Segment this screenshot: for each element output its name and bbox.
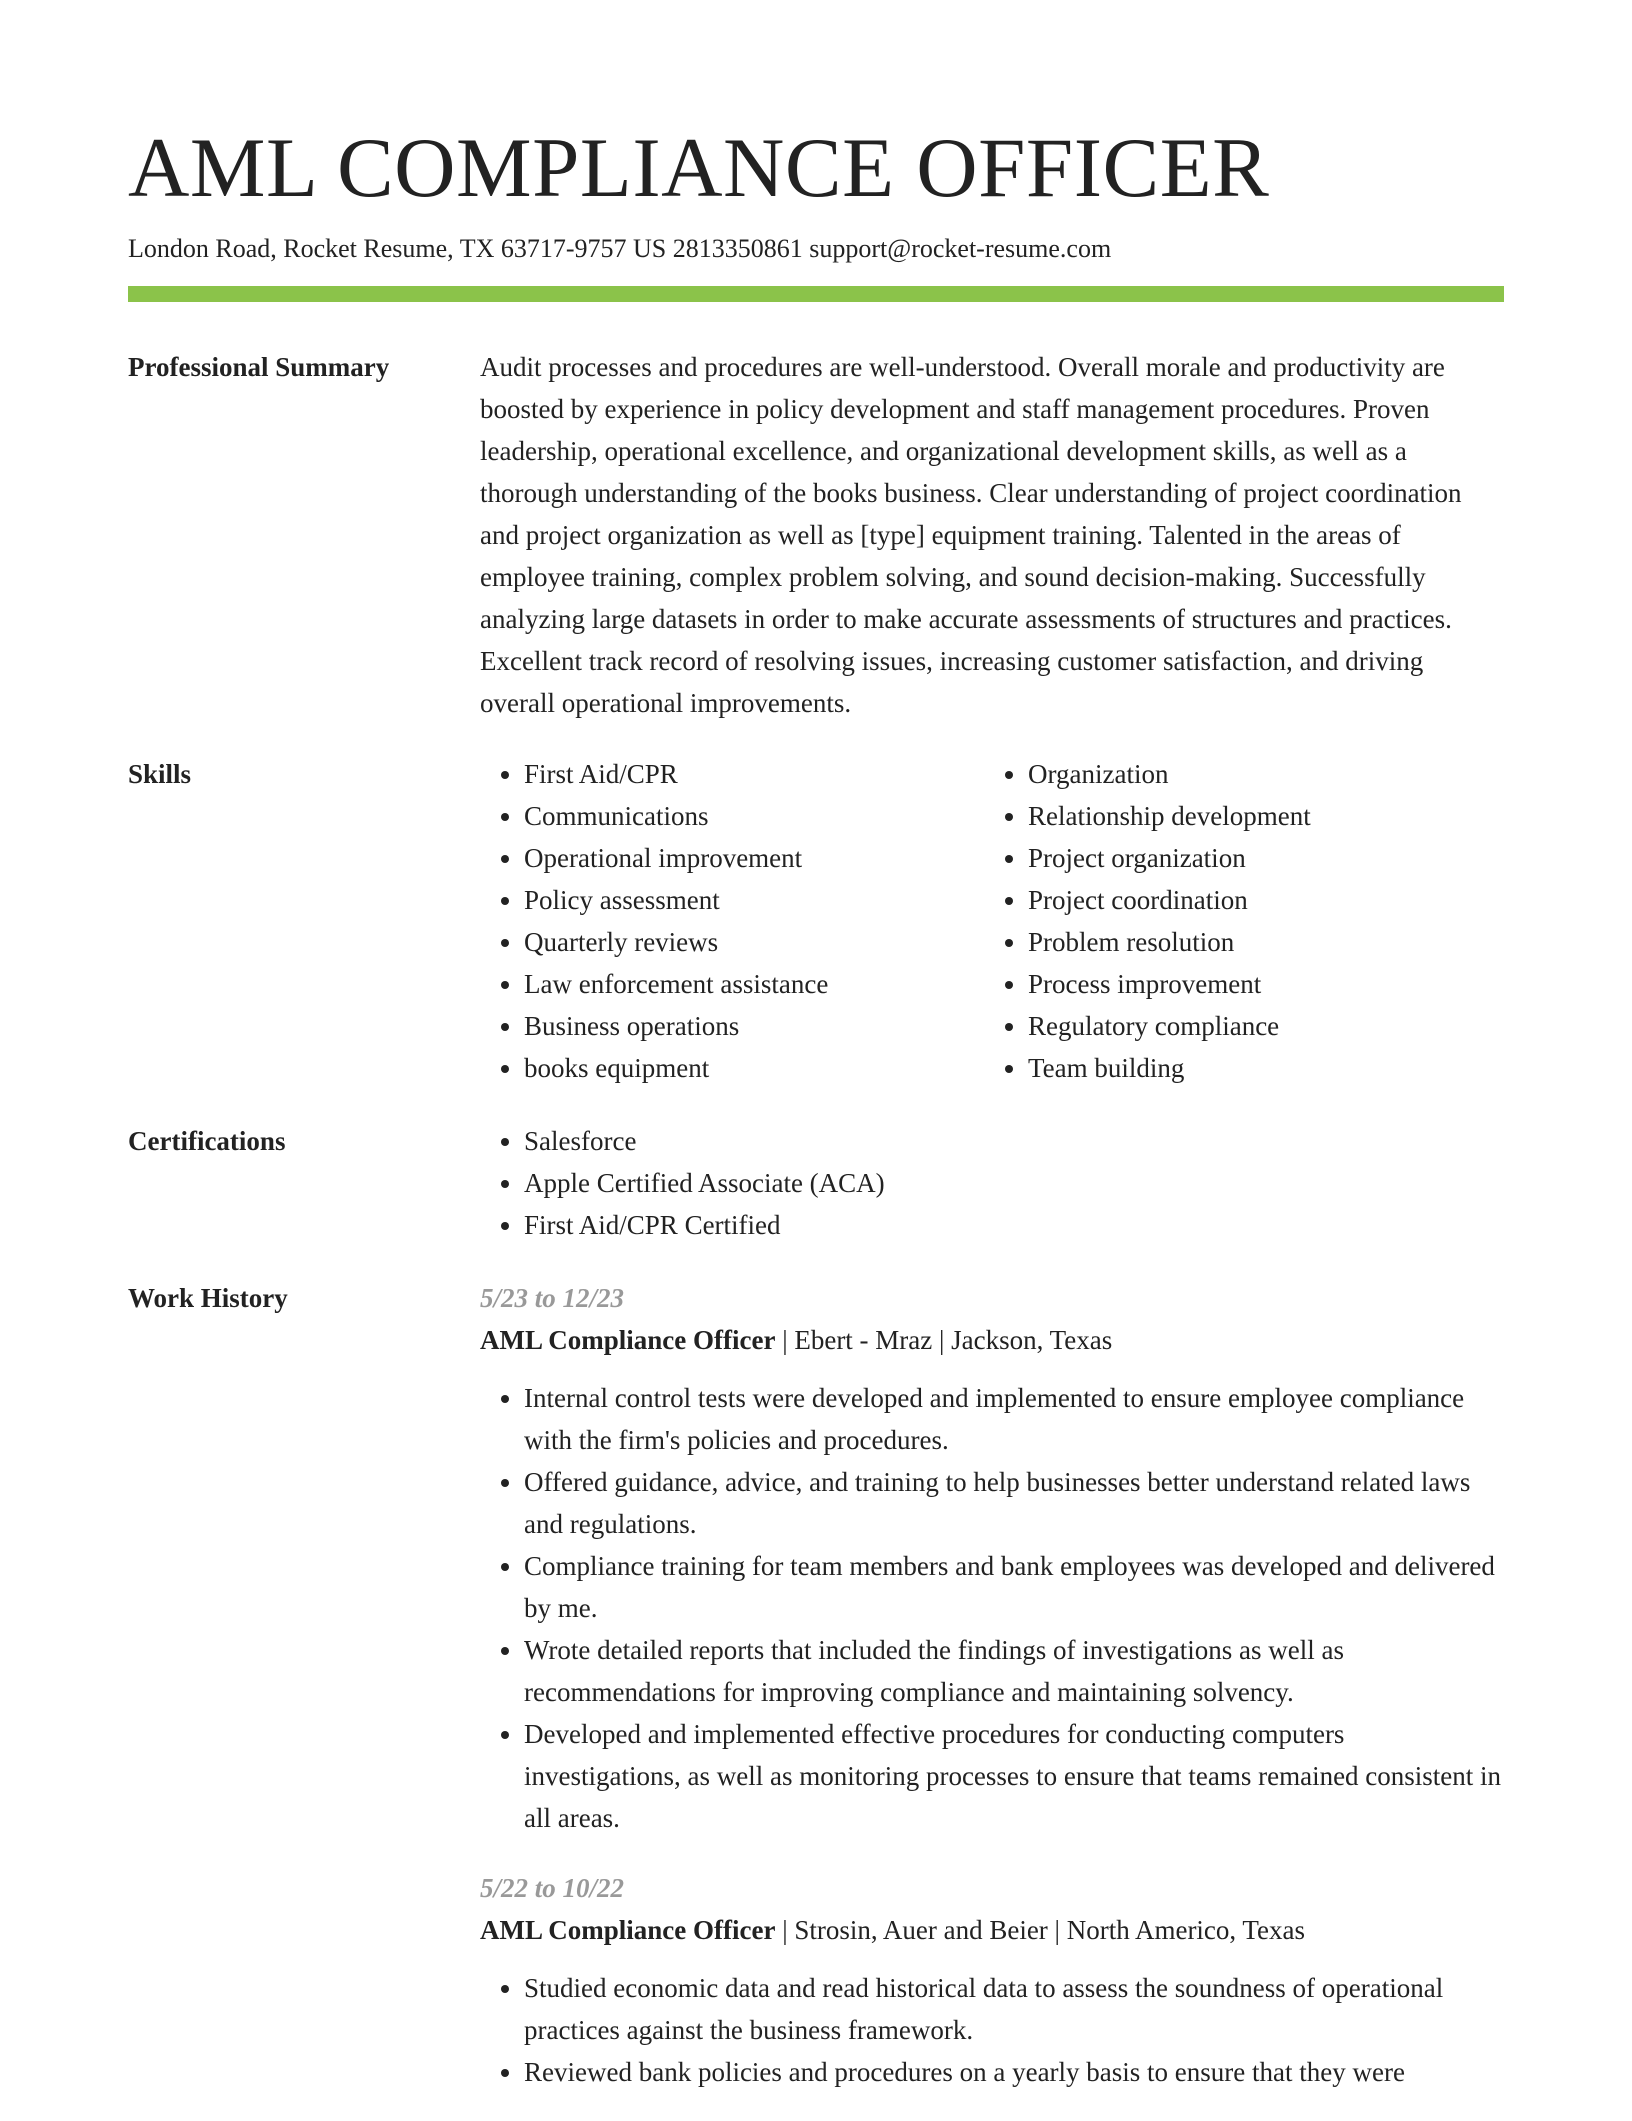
job-entry xyxy=(480,1277,1504,1839)
resume-title: AML COMPLIANCE OFFICER xyxy=(128,121,1270,215)
job-bullet: • Studied economic data and read historical data to assess the soundness of operational practices against the business framework. xyxy=(524,1967,1504,2051)
job-dates: 5/22 to 10/22 xyxy=(480,1873,625,1903)
job-bullet: • Wrote detailed reports that included the findings of investigations as well as recommendations for improving compliance and maintaining solvency. xyxy=(524,1629,1504,1713)
work-history-body xyxy=(480,1277,1504,2121)
skills-list-left xyxy=(480,753,984,1089)
certifications-body xyxy=(480,1120,1504,1246)
certification-item: • Apple Certified Associate (ACA) xyxy=(524,1162,1504,1204)
skill-item: • Organization xyxy=(1028,753,1488,795)
job-bullet: • Reviewed bank policies and procedures on a yearly basis to ensure that they were xyxy=(524,2051,1504,2093)
skill-item: • Operational improvement xyxy=(524,837,984,879)
skills-body xyxy=(480,753,1504,1089)
skills-heading: Skills xyxy=(128,759,192,789)
job-bullet: • Compliance training for team members and bank employees was developed and delivered by me. xyxy=(524,1545,1504,1629)
job-bullets xyxy=(480,1967,1504,2093)
skill-item: • Quarterly reviews xyxy=(524,921,984,963)
job-heading xyxy=(480,1909,1504,1951)
job-bullet: • Offered guidance, advice, and training to help businesses better understand related laws and regulations. xyxy=(524,1461,1504,1545)
job-title: AML Compliance Officer xyxy=(480,1325,776,1355)
skill-item: • Relationship development xyxy=(1028,795,1488,837)
summary-heading: Professional Summary xyxy=(128,352,390,382)
job-title: AML Compliance Officer xyxy=(480,1915,776,1945)
skill-item: • Process improvement xyxy=(1028,963,1488,1005)
skill-item: • Business operations xyxy=(524,1005,984,1047)
accent-divider xyxy=(128,286,1504,302)
skill-item: • books equipment xyxy=(524,1047,984,1089)
certifications-heading: Certifications xyxy=(128,1126,286,1156)
job-bullet: • Developed and implemented effective procedures for conducting computers investigations, as well as monitoring processes to ensure that teams remained consistent in all areas. xyxy=(524,1713,1504,1839)
skill-item: • Team building xyxy=(1028,1047,1488,1089)
job-employer-location: | Ebert - Mraz | Jackson, Texas xyxy=(775,1325,1113,1355)
summary-body xyxy=(480,346,1504,724)
certifications-list xyxy=(480,1120,1504,1246)
skill-item: • Project coordination xyxy=(1028,879,1488,921)
skill-item: • Project organization xyxy=(1028,837,1488,879)
skills-column-left xyxy=(480,753,984,1089)
skills-list-right xyxy=(984,753,1488,1089)
skill-item: • Law enforcement assistance xyxy=(524,963,984,1005)
job-bullet: • Internal control tests were developed and implemented to ensure employee compliance with the firm's policies and procedures. xyxy=(524,1377,1504,1461)
job-bullets xyxy=(480,1377,1504,1839)
contact-line: London Road, Rocket Resume, TX 63717-9757 US 2813350861 support@rocket-resume.com xyxy=(128,234,1112,263)
skill-item: • Regulatory compliance xyxy=(1028,1005,1488,1047)
skill-item: • Communications xyxy=(524,795,984,837)
summary-text: Audit processes and procedures are well-understood. Overall morale and productivity are boosted by experience in policy development and staff management procedures. Proven leadership, operational excellence, and organizational development skills, as well as a thorough understanding of the books business. Clear understanding of project coordination and project organization as well as [type] equipment training. Talented in the areas of employee training, complex problem solving, and sound decision-making. Successfully analyzing large datasets in order to make accurate assessments of structures and practices. Excellent track record of resolving issues, increasing customer satisfaction, and driving overall operational improvements. xyxy=(480,352,1462,718)
skill-item: • Problem resolution xyxy=(1028,921,1488,963)
work-history-heading: Work History xyxy=(128,1283,288,1313)
job-employer-location: | Strosin, Auer and Beier | North Americo, Texas xyxy=(775,1915,1306,1945)
skill-item: • First Aid/CPR xyxy=(524,753,984,795)
job-dates: 5/23 to 12/23 xyxy=(480,1283,625,1313)
certification-item: • Salesforce xyxy=(524,1120,1504,1162)
skills-column-right xyxy=(984,753,1488,1089)
job-entry xyxy=(480,1867,1504,2093)
job-heading xyxy=(480,1319,1504,1361)
skills-columns xyxy=(480,753,1504,1089)
skill-item: • Policy assessment xyxy=(524,879,984,921)
certification-item: • First Aid/CPR Certified xyxy=(524,1204,1504,1246)
